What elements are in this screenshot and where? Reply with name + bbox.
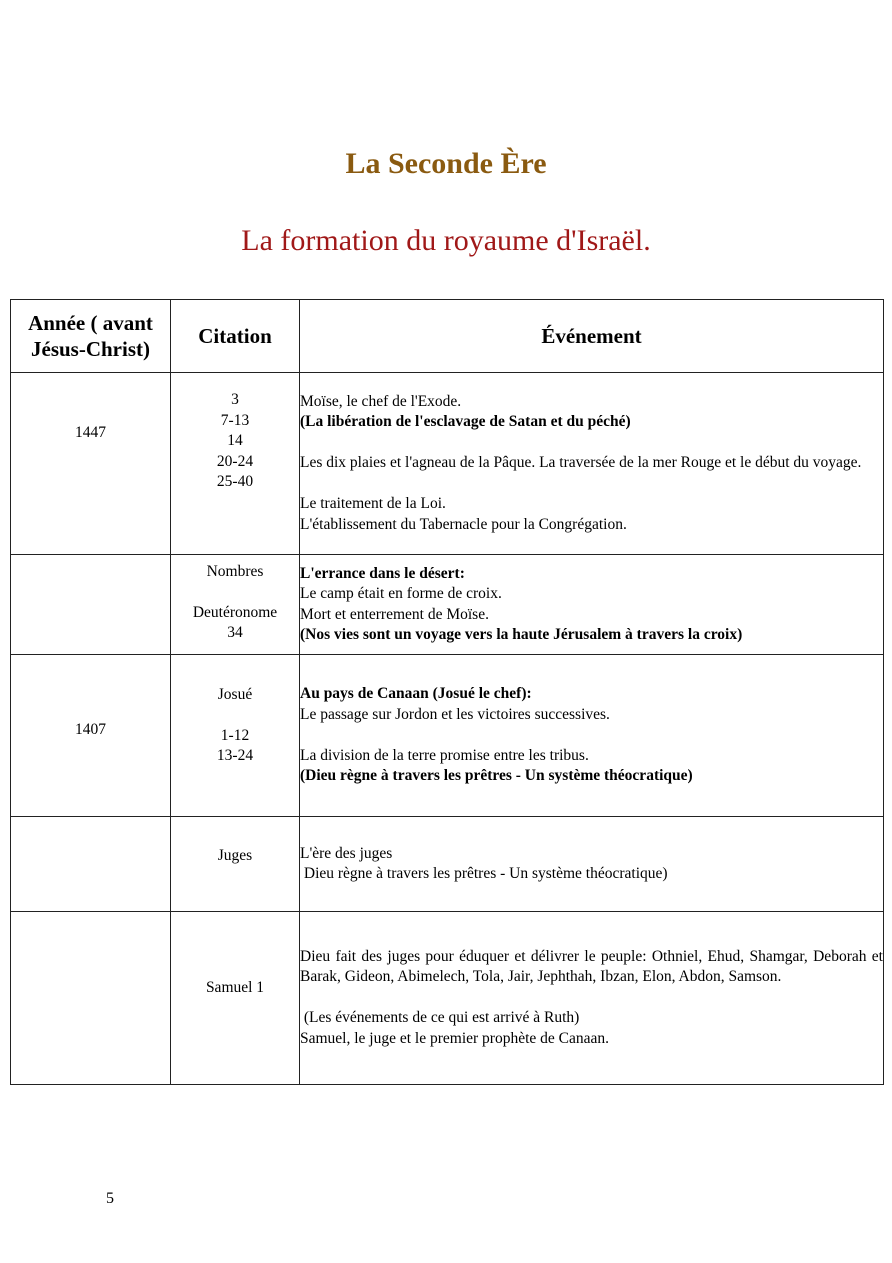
event-cell xyxy=(300,373,884,555)
header-event: Événement xyxy=(300,300,884,373)
event-cell xyxy=(300,655,884,817)
year-cell xyxy=(11,655,171,817)
table-row xyxy=(11,817,884,912)
year-cell xyxy=(11,373,171,555)
page-number: 5 xyxy=(106,1190,114,1207)
event-line: (Dieu règne à travers les prêtres - Un système théocratique) xyxy=(300,767,693,785)
event-line: Dieu règne à travers les prêtres - Un système théocratique) xyxy=(300,865,668,882)
page-subtitle: La formation du royaume d'Israël. xyxy=(241,224,651,257)
citation-line: 25-40 xyxy=(216,473,254,491)
event-line: Le passage sur Jordon et les victoires successives. xyxy=(300,705,610,723)
event-line: L'ère des juges xyxy=(300,844,393,862)
table-header-row xyxy=(11,300,884,373)
citation-cell xyxy=(171,912,300,1085)
year-value: 1447 xyxy=(75,424,106,442)
citation-line: 7-13 xyxy=(220,411,250,429)
event-line: Dieu fait des juges pour éduquer et délivrer le peuple: Othniel, Ehud, Shamgar, Deborah et Barak, Gideon, Abimelech, Tola, Jair, Jephthah, Ibzan, Elon, Abdon, Samson. xyxy=(300,947,883,986)
table-row xyxy=(11,373,884,555)
event-line: (Nos vies sont un voyage vers la haute Jérusalem à travers la croix) xyxy=(300,626,743,643)
event-line: Le camp était en forme de croix. xyxy=(300,585,502,602)
timeline-table xyxy=(10,299,884,1085)
event-line: Au pays de Canaan (Josué le chef): xyxy=(300,685,532,703)
citation-line: 14 xyxy=(227,432,243,450)
table-row xyxy=(11,555,884,655)
event-line: Samuel, le juge et le premier prophète de Canaan. xyxy=(300,1029,610,1047)
event-cell xyxy=(300,817,884,912)
page-title: La Seconde Ère xyxy=(345,147,547,180)
citation-line: 13-24 xyxy=(216,747,254,764)
event-line: Le traitement de la Loi. xyxy=(300,495,446,513)
header-year-line1: Année ( avant xyxy=(28,311,153,335)
citation-line: 3 xyxy=(231,391,239,409)
year-cell xyxy=(11,817,171,912)
event-line: L'établissement du Tabernacle pour la Congrégation. xyxy=(300,515,627,533)
citation-line: 34 xyxy=(227,624,243,641)
event-line: (La libération de l'esclavage de Satan et du péché) xyxy=(300,413,631,431)
citation-cell xyxy=(171,373,300,555)
event-line: Mort et enterrement de Moïse. xyxy=(300,605,489,623)
year-cell xyxy=(11,555,171,655)
event-line: Moïse, le chef de l'Exode. xyxy=(300,392,462,410)
citation-line: 20-24 xyxy=(216,452,254,470)
citation-line: Josué xyxy=(217,685,253,703)
event-cell xyxy=(300,555,884,655)
citation-cell xyxy=(171,555,300,655)
citation-line: Deutéronome xyxy=(192,603,278,621)
citation-cell xyxy=(171,817,300,912)
event-line: (Les événements de ce qui est arrivé à Ruth) xyxy=(300,1009,580,1027)
event-line: La division de la terre promise entre les tribus. xyxy=(300,746,589,764)
citation-line: Juges xyxy=(217,846,253,864)
citation-cell xyxy=(171,655,300,817)
header-year xyxy=(11,300,171,373)
table-row xyxy=(11,655,884,817)
header-year-line2: Jésus-Christ) xyxy=(31,337,150,361)
table-row xyxy=(11,912,884,1085)
citation-line: Nombres xyxy=(206,562,264,580)
citation-line: Samuel 1 xyxy=(205,978,265,996)
header-citation: Citation xyxy=(171,300,300,373)
citation-line: 1-12 xyxy=(220,726,250,744)
event-line: L'errance dans le désert: xyxy=(300,564,465,582)
year-value: 1407 xyxy=(75,721,106,739)
event-line: Les dix plaies et l'agneau de la Pâque. La traversée de la mer Rouge et le début du voyage. xyxy=(300,454,862,472)
event-cell xyxy=(300,912,884,1085)
year-cell xyxy=(11,912,171,1085)
